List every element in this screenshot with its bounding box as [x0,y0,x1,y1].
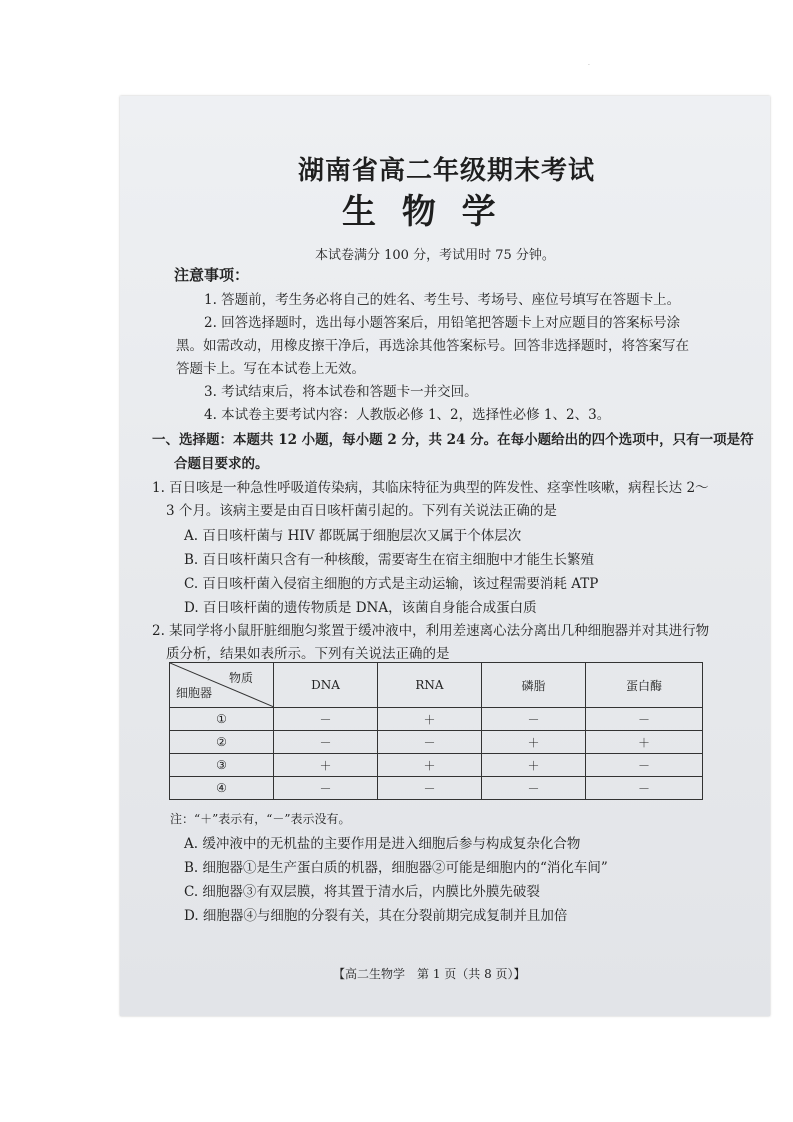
column-header: DNA [274,663,378,708]
notice-line-4: 答题卡上。写在本试卷上无效。 [176,361,365,377]
page-footer: 【高二生物学 第 1 页（共 8 页）】 [333,967,526,981]
table-cell: ＋ [378,754,482,777]
notice-heading: 注意事项： [174,266,250,284]
table-row [170,777,703,800]
column-header: 蛋白酶 [586,663,703,708]
column-header: 磷脂 [482,663,586,708]
corner-label-substance: 物质 [228,671,253,685]
q1-option-c: C. 百日咳杆菌入侵宿主细胞的方式是主动运输，该过程需要消耗 ATP [184,576,599,592]
notice-line-6: 4. 本试卷主要考试内容：人教版必修 1、2，选择性必修 1、2、3。 [204,407,611,423]
table-row [170,708,703,731]
q1-option-a: A. 百日咳杆菌与 HIV 都既属于细胞层次又属于个体层次 [184,528,522,544]
section-heading-line-1: 一、选择题：本题共 12 小题，每小题 2 分，共 24 分。在每小题给出的四个选项中，只有一项是符 [152,432,754,448]
scan-dot: · [588,62,590,69]
notice-line-1: 1. 答题前，考生务必将自己的姓名、考生号、考场号、座位号填写在答题卡上。 [204,292,681,308]
table-row [170,731,703,754]
q2-stem-line-1: 2. 某同学将小鼠肝脏细胞匀浆置于缓冲液中，利用差速离心法分离出几种细胞器并对其进行物 [152,623,710,639]
notice-line-3: 黑。如需改动，用橡皮擦干净后，再选涂其他答案标号。回答非选择题时，将答案写在 [176,338,689,354]
organelle-table [169,662,703,800]
table-note: 注：“＋”表示有，“－”表示没有。 [170,812,351,826]
q2-option-a: A. 缓冲液中的无机盐的主要作用是进入细胞后参与构成复杂化合物 [184,836,581,852]
table-cell: ＋ [378,708,482,731]
table-cell: － [274,731,378,754]
table-cell: ＋ [274,754,378,777]
table-cell: － [378,731,482,754]
section-heading-line-2: 合题目要求的。 [174,456,269,472]
q1-option-d: D. 百日咳杆菌的遗传物质是 DNA，该菌自身能合成蛋白质 [184,600,537,616]
q2-option-c: C. 细胞器③有双层膜，将其置于清水后，内膜比外膜先破裂 [184,884,540,900]
notice-line-2: 2. 回答选择题时，选出每小题答案后，用铅笔把答题卡上对应题目的答案标号涂 [204,315,681,331]
table-header-row [170,663,703,708]
table-cell: － [482,777,586,800]
table-corner-cell [170,663,274,708]
table-cell: ＋ [586,731,703,754]
exam-intro: 本试卷满分 100 分，考试用时 75 分钟。 [315,248,555,263]
notice-line-5: 3. 考试结束后，将本试卷和答题卡一并交回。 [204,384,478,400]
q1-stem-line-1: 1. 百日咳是一种急性呼吸道传染病，其临床特征为典型的阵发性、痉挛性咳嗽，病程长达 2～ [152,480,709,496]
exam-title: 湖南省高二年级期末考试 [298,156,596,186]
table-cell: － [586,777,703,800]
table-cell: － [378,777,482,800]
q2-option-d: D. 细胞器④与细胞的分裂有关，其在分裂前期完成复制并且加倍 [184,908,568,924]
table-cell: ＋ [482,754,586,777]
row-label: ③ [170,754,274,777]
q1-option-b: B. 百日咳杆菌只含有一种核酸，需要寄生在宿主细胞中才能生长繁殖 [184,552,595,568]
row-label: ① [170,708,274,731]
table-cell: － [274,777,378,800]
corner-label-organelle: 细胞器 [176,686,213,700]
table-row [170,754,703,777]
subject-title: 生 物 学 [342,192,496,232]
q1-stem-line-2: 3 个月。该病主要是由百日咳杆菌引起的。下列有关说法正确的是 [166,503,557,519]
q2-stem-line-2: 质分析，结果如表所示。下列有关说法正确的是 [166,646,450,662]
column-header: RNA [378,663,482,708]
table-cell: － [586,754,703,777]
q2-option-b: B. 细胞器①是生产蛋白质的机器，细胞器②可能是细胞内的“消化车间” [184,860,608,876]
table-cell: － [586,708,703,731]
row-label: ② [170,731,274,754]
table-cell: － [274,708,378,731]
row-label: ④ [170,777,274,800]
table-cell: ＋ [482,731,586,754]
table-cell: － [482,708,586,731]
